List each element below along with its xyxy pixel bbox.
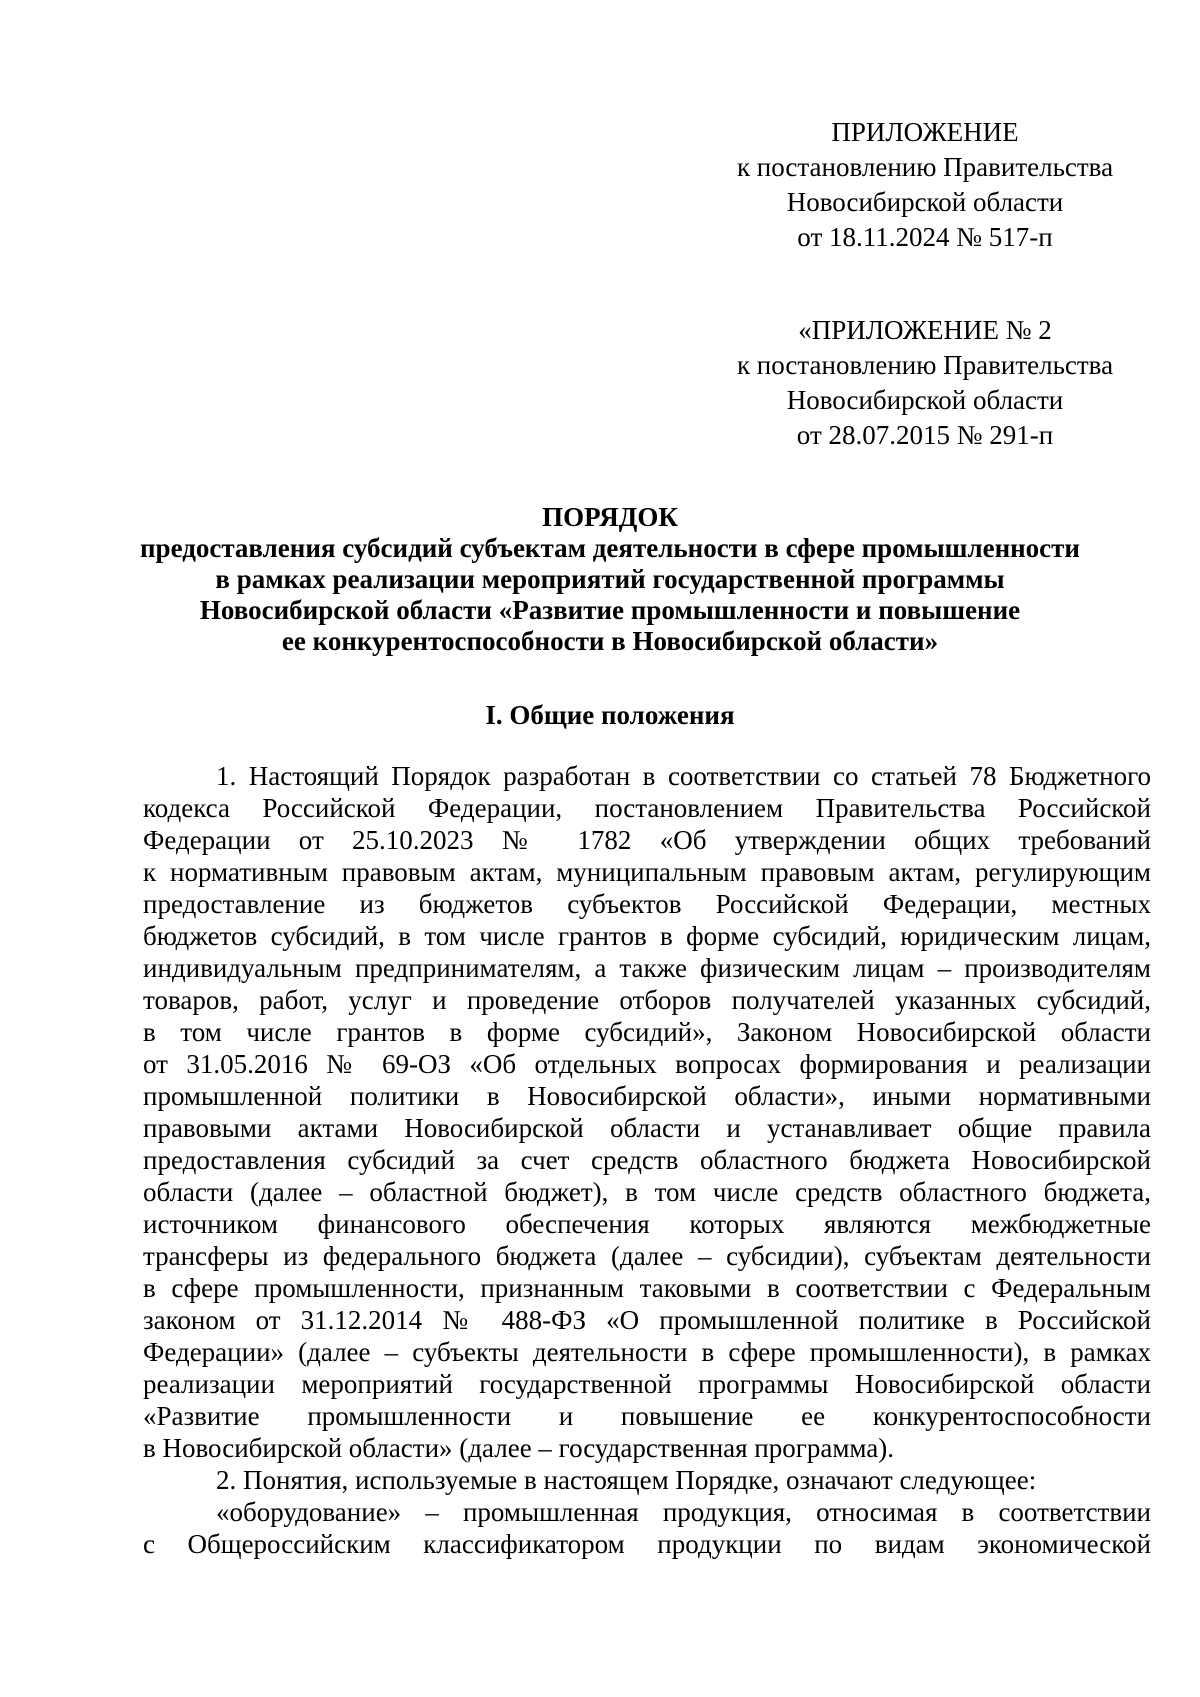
text-line: в сфере промышленности, признанным таковыми в соответствии с Федеральным <box>143 1273 1151 1303</box>
appendix-line: от 28.07.2015 № 291-п <box>796 420 1054 450</box>
text-line: в Новосибирской области» (далее – государственная программа). <box>143 1433 895 1463</box>
text-line: от 31.05.2016 № 69-ОЗ «Об отдельных вопросах формирования и реализации <box>143 1049 1151 1079</box>
paragraph-1 <box>143 760 1151 1464</box>
text-line: 2. Понятия, используемые в настоящем Порядке, означают следующее: <box>216 1465 1037 1495</box>
text-line: Федерации» (далее – субъекты деятельности в сфере промышленности), в рамках <box>143 1337 1151 1367</box>
section-heading: I. Общие положения <box>485 700 735 730</box>
paragraph-3 <box>143 1496 1151 1560</box>
text-line: трансферы из федерального бюджета (далее – субсидии), субъектам деятельности <box>143 1241 1151 1271</box>
text-line: источником финансового обеспечения которых являются межбюджетные <box>143 1209 1151 1239</box>
appendix-line: к постановлению Правительства <box>736 350 1114 380</box>
text-line: к нормативным правовым актам, муниципальным правовым актам, регулирующим <box>143 857 1151 887</box>
title-line: ее конкурентоспособности в Новосибирской области» <box>281 626 939 656</box>
text-line: 1. Настоящий Порядок разработан в соответствии со статьей 78 Бюджетного <box>216 761 1151 791</box>
text-line: бюджетов субсидий, в том числе грантов в форме субсидий, юридическим лицам, <box>143 921 1151 951</box>
title-line: Новосибирской области «Развитие промышленности и повышение <box>199 595 1021 625</box>
appendix-line: Новосибирской области <box>786 187 1064 217</box>
title-line: предоставления субсидий субъектам деятельности в сфере промышленности <box>140 533 1080 563</box>
text-line: индивидуальным предпринимателям, а также физическим лицам – производителям <box>143 953 1151 983</box>
text-line: промышленной политики в Новосибирской области», иными нормативными <box>143 1081 1151 1111</box>
document-title <box>130 502 1090 657</box>
appendix-line: «ПРИЛОЖЕНИЕ № 2 <box>798 315 1052 345</box>
text-line: предоставления субсидий за счет средств областного бюджета Новосибирской <box>143 1145 1151 1175</box>
text-line: «Развитие промышленности и повышение ее конкурентоспособности <box>143 1401 1151 1431</box>
appendix-line: от 18.11.2024 № 517-п <box>797 222 1053 252</box>
text-line: Федерации от 25.10.2023 № 1782 «Об утверждении общих требований <box>143 825 1151 855</box>
text-line: законом от 31.12.2014 № 488-ФЗ «О промышленной политике в Российской <box>143 1305 1151 1335</box>
text-line: предоставление из бюджетов субъектов Российской Федерации, местных <box>143 889 1151 919</box>
text-line: с Общероссийским классификатором продукции по видам экономической <box>143 1529 1151 1559</box>
body-text <box>143 760 1151 1560</box>
appendix-line: Новосибирской области <box>786 385 1064 415</box>
appendix-original-header <box>730 313 1120 453</box>
appendix-line: ПРИЛОЖЕНИЕ <box>831 117 1019 147</box>
title-line: в рамках реализации мероприятий государственной программы <box>215 564 1005 594</box>
appendix-current-header <box>730 115 1120 255</box>
title-main: ПОРЯДОК <box>542 502 678 532</box>
text-line: области (далее – областной бюджет), в том числе средств областного бюджета, <box>143 1177 1151 1207</box>
appendix-line: к постановлению Правительства <box>736 152 1114 182</box>
text-line: реализации мероприятий государственной программы Новосибирской области <box>143 1369 1151 1399</box>
text-line: «оборудование» – промышленная продукция, относимая в соответствии <box>216 1497 1151 1527</box>
text-line: в том числе грантов в форме субсидий», Законом Новосибирской области <box>143 1017 1151 1047</box>
text-line: кодекса Российской Федерации, постановлением Правительства Российской <box>143 793 1151 823</box>
paragraph-2 <box>143 1464 1151 1496</box>
text-line: товаров, работ, услуг и проведение отборов получателей указанных субсидий, <box>143 985 1151 1015</box>
text-line: правовыми актами Новосибирской области и устанавливает общие правила <box>143 1113 1151 1143</box>
